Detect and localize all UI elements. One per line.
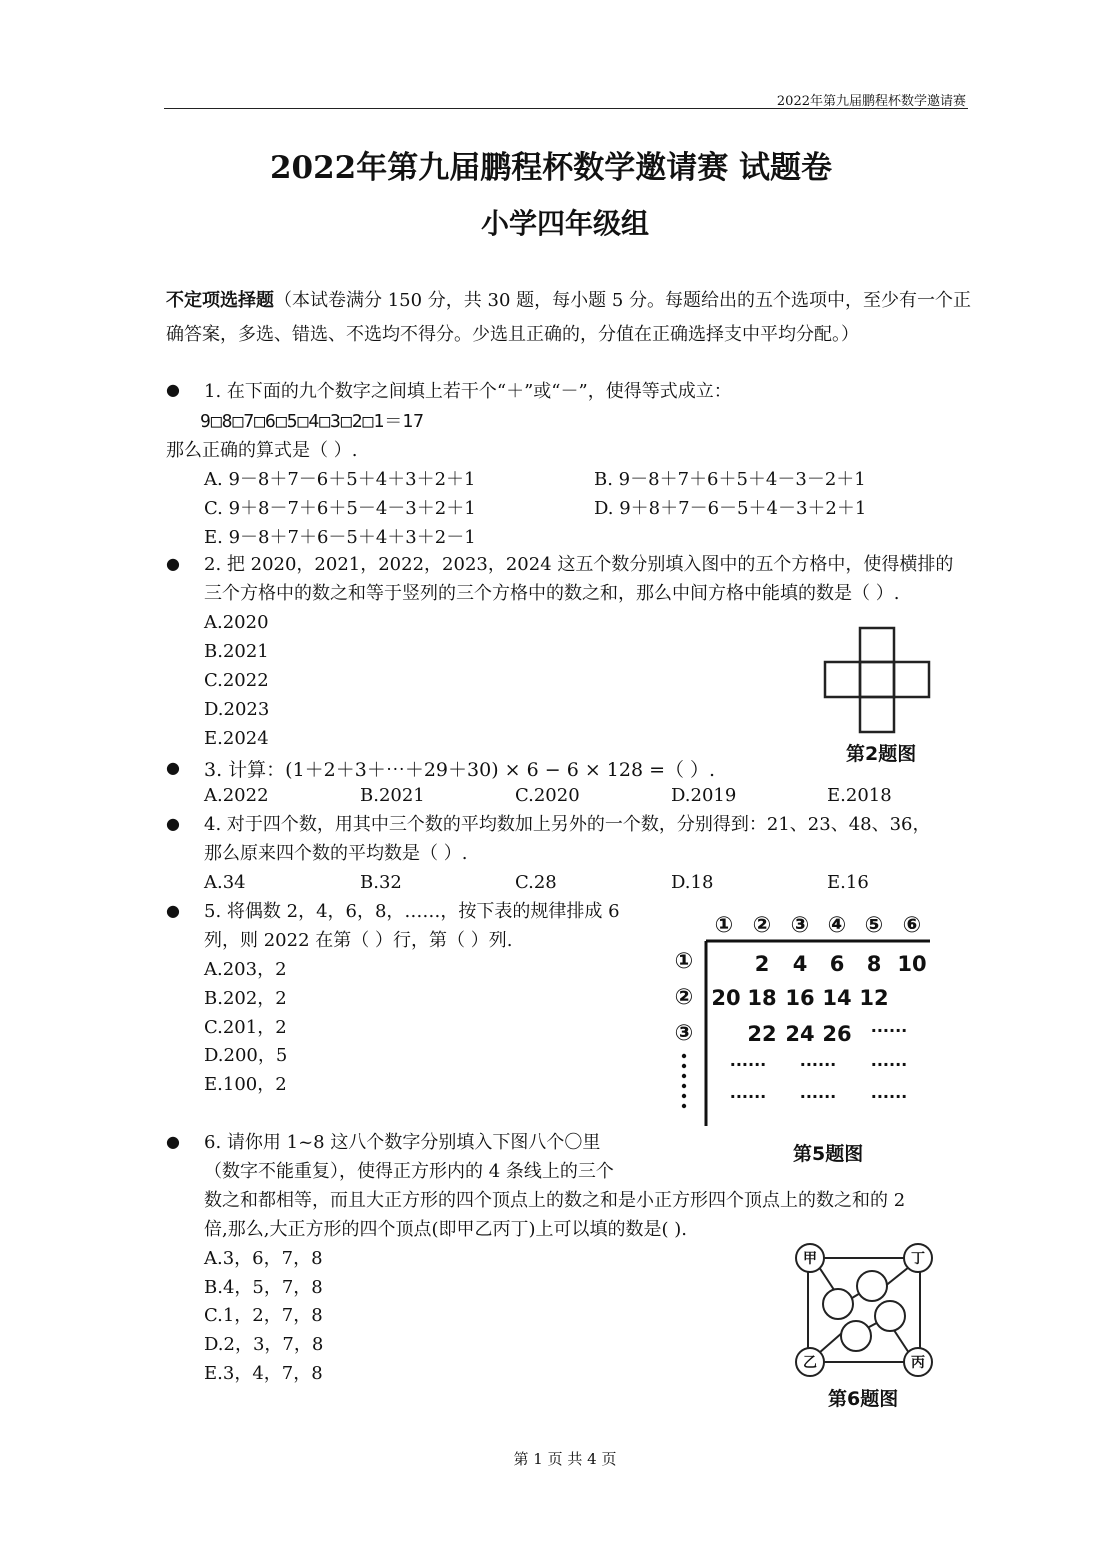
q5-cell-r2c3: 16 bbox=[785, 986, 815, 1010]
q3-stem: 3. 计算：(1＋2＋3＋⋯＋29＋30) × 6 − 6 × 128 =（ ）. bbox=[204, 759, 716, 781]
q2-option-b: B.2021 bbox=[204, 641, 269, 662]
q4-line1: 4. 对于四个数，用其中三个数的平均数加上另外的一个数，分别得到：21、23、48、36， bbox=[204, 814, 931, 835]
q5-row-header-3: ③ bbox=[674, 1021, 694, 1046]
q6-label-yi: 乙 bbox=[803, 1355, 817, 1371]
q5-line1: 5. 将偶数 2，4，6，8，……，按下表的规律排成 6 bbox=[204, 901, 620, 922]
q5-cell-r2c4: 14 bbox=[822, 986, 852, 1010]
bullet-q2: ● bbox=[166, 554, 180, 573]
q3-option-d: D.2019 bbox=[671, 785, 737, 806]
q5-option-b: B.202，2 bbox=[204, 988, 287, 1009]
q5-vertical-dots bbox=[682, 1054, 686, 1108]
q5-cell-r2c5: 12 bbox=[859, 986, 889, 1010]
q5-cell-r1c4: 6 bbox=[829, 952, 845, 976]
q5-cell-r3c4: 26 bbox=[822, 1022, 852, 1046]
q6-option-d: D.2，3，7，8 bbox=[204, 1334, 324, 1355]
q3-option-e: E.2018 bbox=[827, 785, 892, 806]
q6-figure-label: 第6题图 bbox=[828, 1388, 899, 1410]
q6-label-jia: 甲 bbox=[803, 1251, 817, 1267]
q4-option-a: A.34 bbox=[204, 872, 246, 893]
q5-col-header-4: ④ bbox=[827, 913, 847, 938]
grid-cell-bottom bbox=[860, 697, 894, 732]
q5-number-table-figure bbox=[664, 904, 936, 1130]
instructions-text: （本试卷满分 150 分，共 30 题，每小题 5 分。每题给出的五个选项中，至少有一个正确答案，多选、错选、不选均不得分。少选且正确的，分值在正确选择支中平均分配。） bbox=[166, 290, 972, 345]
q6-circle-right bbox=[875, 1301, 905, 1331]
q1-option-a: A. 9－8＋7－6＋5＋4＋3＋2＋1 bbox=[204, 469, 476, 490]
q5-cell-r3-dots: ······ bbox=[870, 1021, 908, 1040]
q5-cell-r2c2: 18 bbox=[747, 986, 777, 1010]
bullet-q3: ● bbox=[166, 758, 180, 777]
q6-line3: 数之和都相等，而且大正方形的四个顶点上的数之和是小正方形四个顶点上的数之和的 2 bbox=[204, 1190, 906, 1211]
grid-cell-right bbox=[894, 662, 929, 697]
q2-cross-grid-figure bbox=[820, 624, 934, 736]
bullet-q6: ● bbox=[166, 1132, 180, 1151]
q5-cell-r3c2: 22 bbox=[747, 1022, 777, 1046]
q5-cell-r1c2: 2 bbox=[754, 952, 770, 976]
q5-col-header-3: ③ bbox=[790, 913, 810, 938]
q6-option-b: B.4，5，7，8 bbox=[204, 1277, 323, 1298]
page-number-footer: 第 1 页 共 4 页 bbox=[513, 1450, 617, 1468]
q6-line2: （数字不能重复），使得正方形内的 4 条线上的三个 bbox=[204, 1161, 614, 1182]
q1-equation: 9□8□7□6□5□4□3□2□1＝17 bbox=[200, 411, 424, 432]
q4-option-c: C.28 bbox=[515, 872, 557, 893]
q6-label-bing: 丙 bbox=[911, 1355, 925, 1371]
q5-option-d: D.200，5 bbox=[204, 1045, 288, 1066]
q3-option-c: C.2020 bbox=[515, 785, 580, 806]
q6-square-circles-figure bbox=[790, 1238, 940, 1384]
grid-cell-top bbox=[860, 628, 894, 662]
q5-dots-r5a: ······ bbox=[729, 1087, 767, 1106]
q6-circle-top bbox=[857, 1271, 887, 1301]
q1-stem: 1. 在下面的九个数字之间填上若干个“＋”或“－”，使得等式成立： bbox=[204, 381, 732, 402]
q2-option-c: C.2022 bbox=[204, 670, 269, 691]
header-rule bbox=[164, 108, 968, 109]
page-subtitle: 小学四年级组 bbox=[480, 207, 649, 240]
q2-option-d: D.2023 bbox=[204, 699, 270, 720]
q5-option-c: C.201，2 bbox=[204, 1017, 287, 1038]
q1-option-c: C. 9＋8－7＋6＋5－4－3＋2＋1 bbox=[204, 498, 476, 519]
bullet-q4: ● bbox=[166, 814, 180, 833]
q5-option-a: A.203，2 bbox=[204, 959, 287, 980]
q5-cell-r1c3: 4 bbox=[792, 952, 808, 976]
q5-row-header-2: ② bbox=[674, 985, 694, 1010]
q6-line1: 6. 请你用 1~8 这八个数字分别填入下图八个〇里 bbox=[204, 1132, 601, 1153]
q6-line4: 倍,那么,大正方形的四个顶点(即甲乙丙丁)上可以填的数是( ). bbox=[204, 1219, 687, 1240]
page-title: 2022年第九届鹏程杯数学邀请赛 试题卷 bbox=[269, 150, 833, 186]
q6-line-yi bbox=[819, 1332, 843, 1353]
grid-cell-center bbox=[860, 662, 894, 697]
q5-col-header-6: ⑥ bbox=[902, 913, 922, 938]
q5-cell-r1c6: 10 bbox=[897, 952, 927, 976]
q4-option-e: E.16 bbox=[827, 872, 869, 893]
q3-option-b: B.2021 bbox=[360, 785, 425, 806]
q5-dots-r5c: ······ bbox=[870, 1087, 908, 1106]
grid-cell-left bbox=[825, 662, 860, 697]
q2-option-a: A.2020 bbox=[204, 612, 269, 633]
q5-col-header-1: ① bbox=[714, 913, 734, 938]
q5-dots-r4b: ······ bbox=[799, 1055, 837, 1074]
q1-option-d: D. 9＋8＋7－6－5＋4－3＋2＋1 bbox=[594, 498, 867, 519]
q5-dots-r5b: ······ bbox=[799, 1087, 837, 1106]
q3-option-a: A.2022 bbox=[204, 785, 269, 806]
q2-line2: 三个方格中的数之和等于竖列的三个方格中的数之和，那么中间方格中能填的数是（ ）. bbox=[204, 583, 900, 604]
q2-option-e: E.2024 bbox=[204, 728, 269, 749]
q4-option-d: D.18 bbox=[671, 872, 714, 893]
q5-row-header-1: ① bbox=[674, 949, 694, 974]
q5-cell-r1c5: 8 bbox=[866, 952, 882, 976]
bullet-q5: ● bbox=[166, 901, 180, 920]
q5-dots-r4c: ······ bbox=[870, 1055, 908, 1074]
q5-line2: 列，则 2022 在第（ ）行，第（ ）列. bbox=[204, 930, 513, 951]
q5-cell-r3c3: 24 bbox=[785, 1022, 815, 1046]
running-header: 2022年第九届鹏程杯数学邀请赛 bbox=[776, 94, 966, 109]
q5-cell-r2c1: 20 bbox=[711, 986, 741, 1010]
q6-label-ding: 丁 bbox=[911, 1251, 925, 1267]
q5-col-header-2: ② bbox=[752, 913, 772, 938]
q1-option-b: B. 9－8＋7＋6＋5＋4－3－2＋1 bbox=[594, 469, 866, 490]
q2-line1: 2. 把 2020，2021，2022，2023，2024 这五个数分别填入图中的五个方格中，使得横排的 bbox=[204, 554, 954, 575]
q1-ask: 那么正确的算式是（ ）. bbox=[166, 440, 358, 461]
instructions-heading: 不定项选择题 bbox=[166, 290, 274, 311]
q6-circle-bottom bbox=[841, 1321, 871, 1351]
q6-option-a: A.3，6，7，8 bbox=[204, 1248, 323, 1269]
q6-circle-left bbox=[823, 1289, 853, 1319]
instructions bbox=[166, 284, 972, 352]
q6-option-c: C.1，2，7，8 bbox=[204, 1305, 323, 1326]
q5-dots-r4a: ······ bbox=[729, 1055, 767, 1074]
q2-figure-label: 第2题图 bbox=[846, 743, 917, 765]
q1-option-e: E. 9－8＋7＋6－5＋4＋3＋2－1 bbox=[204, 527, 476, 548]
q4-option-b: B.32 bbox=[360, 872, 402, 893]
q4-line2: 那么原来四个数的平均数是（ ）. bbox=[204, 843, 468, 864]
q6-option-e: E.3，4，7，8 bbox=[204, 1363, 323, 1384]
q5-col-header-5: ⑤ bbox=[864, 913, 884, 938]
q5-figure-label: 第5题图 bbox=[793, 1143, 864, 1165]
q5-option-e: E.100，2 bbox=[204, 1074, 287, 1095]
bullet-q1: ● bbox=[166, 380, 180, 399]
